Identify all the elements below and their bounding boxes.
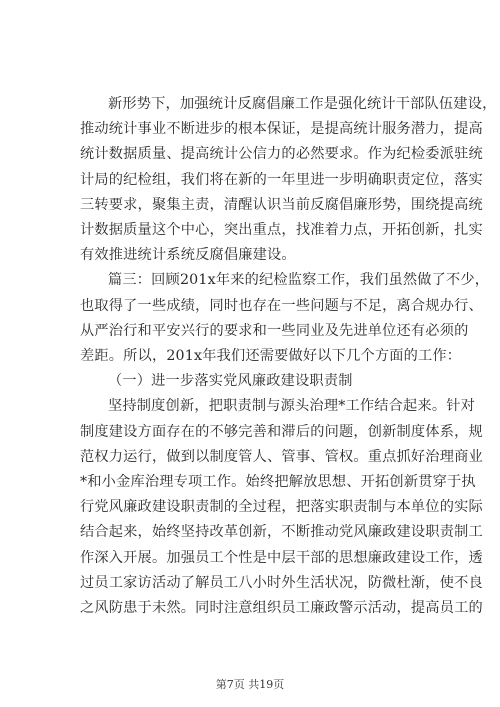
paragraph-institution <box>80 394 483 621</box>
text-line: 推动统计事业不断进步的根本保证，是提高统计服务潜力，提高 <box>80 121 483 138</box>
text-line: 篇三：回顾201x年来的纪检监察工作，我们虽然做了不少， <box>108 272 490 289</box>
section-heading-text: （一）进一步落实党风廉政建设职责制 <box>108 373 353 390</box>
text-line: 范权力运行，做到以制度管人、管事、管权。重点抓好治理商业 <box>80 448 483 465</box>
text-line: 差距。所以，201x年我们还需要做好以下几个方面的工作： <box>80 348 462 365</box>
text-line: 行党风廉政建设职责制的全过程，把落实职责制与本单位的实际 <box>80 499 483 516</box>
page-number-footer: 第7页 共19页 <box>215 678 285 691</box>
text-line: 之风防患于未然。同时注意组织员工廉政警示活动，提高员工的 <box>80 600 483 617</box>
text-line: 三转要求，聚集主责，清醒认识当前反腐倡廉形势，围绕提高统 <box>80 196 483 213</box>
text-line: 制度建设方面存在的不够完善和滞后的问题，创新制度体系，规 <box>80 423 483 440</box>
text-line: 统计数据质量、提高统计公信力的必然要求。作为纪检委派驻统 <box>80 146 483 163</box>
text-line: 计局的纪检组，我们将在新的一年里进一步明确职责定位，落实 <box>80 171 483 188</box>
text-line: 计数据质量这个中心，突出重点，找准着力点，开拓创新，扎实 <box>80 222 483 239</box>
paragraph-part-three <box>80 268 490 369</box>
text-line: 过员工家访活动了解员工八小时外生活状况，防微杜渐，使不良 <box>80 574 483 591</box>
text-line: 坚持制度创新，把职责制与源头治理*工作结合起来。针对 <box>108 398 475 415</box>
text-line: 也取得了一些成绩，同时也存在一些问题与不足，离合规办行、 <box>80 297 483 314</box>
document-body <box>80 92 497 621</box>
text-line: 有效推进统计系统反腐倡廉建设。 <box>80 247 296 264</box>
text-line: 结合起来，始终坚持改革创新，不断推动党风廉政建设职责制工 <box>80 524 483 541</box>
text-line: 作深入开展。加强员工个性是中层干部的思想廉政建设工作，透 <box>80 549 483 566</box>
text-line: 从严治行和平安兴行的要求和一些同业及先进单位还有必须的 <box>80 322 469 339</box>
text-line: *和小金库治理专项工作。始终把解放思想、开拓创新贯穿于执 <box>80 474 476 491</box>
text-line: 新形势下，加强统计反腐倡廉工作是强化统计干部队伍建设， <box>108 96 497 112</box>
section-heading <box>80 369 440 394</box>
paragraph-reform <box>80 92 497 268</box>
